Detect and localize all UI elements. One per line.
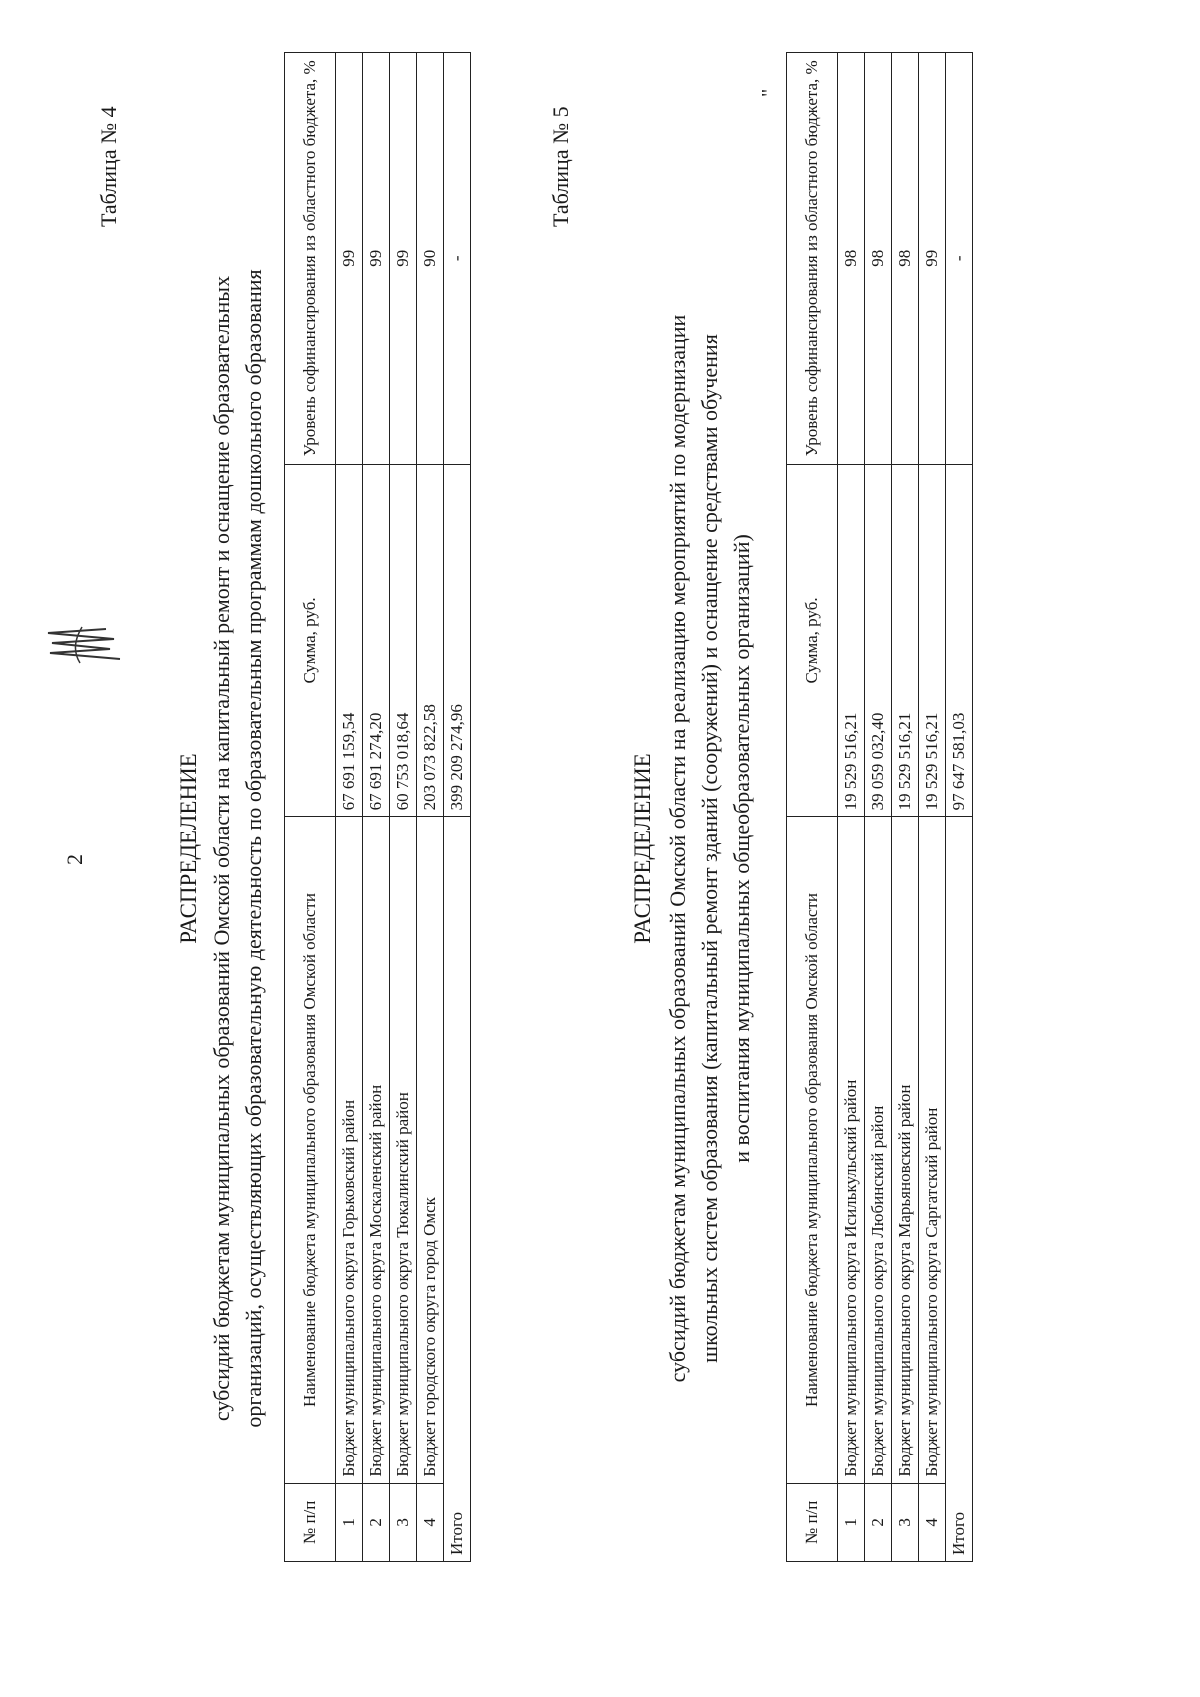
table-row <box>336 53 363 1562</box>
col-header-sum: Сумма, руб. <box>787 464 838 817</box>
cell-sum: 67 691 274,20 <box>363 464 390 817</box>
total-level: - <box>444 53 471 465</box>
cell-num: 2 <box>865 1483 892 1561</box>
cell-name: Бюджет муниципального округа Исилькульский район <box>838 817 865 1483</box>
table-row <box>838 53 865 1562</box>
total-level: - <box>946 53 973 465</box>
table4 <box>284 52 471 1562</box>
cell-name: Бюджет муниципального округа Москаленский район <box>363 817 390 1483</box>
table4-subtitle <box>206 0 270 1697</box>
cell-level: 99 <box>919 53 946 465</box>
cell-name: Бюджет муниципального округа Саргатский район <box>919 817 946 1483</box>
cell-name: Бюджет муниципального округа Тюкалинский район <box>390 817 417 1483</box>
cell-level: 98 <box>892 53 919 465</box>
signature-mark <box>40 623 130 667</box>
page-number: 2 <box>62 854 87 865</box>
cell-num: 2 <box>363 1483 390 1561</box>
cell-sum: 19 529 516,21 <box>919 464 946 817</box>
table5-header-row <box>787 53 838 1562</box>
table5-subtitle-line: субсидий бюджетам муниципальных образований Омской области на реализацию мероприятий по модернизации <box>665 314 690 1383</box>
table5-subtitle-line: школьных систем образования (капитальный ремонт зданий (сооружений) и оснащение средствами обучения <box>697 334 722 1363</box>
cell-sum: 39 059 032,40 <box>865 464 892 817</box>
col-header-name: Наименование бюджета муниципального образования Омской области <box>285 817 336 1483</box>
cell-num: 1 <box>838 1483 865 1561</box>
table-row <box>892 53 919 1562</box>
table5 <box>786 52 973 1562</box>
table4-subtitle-line: организаций, осуществляющих образовательную деятельность по образовательным программам дошкольного образования <box>241 269 266 1428</box>
total-sum: 399 209 274,96 <box>444 464 471 817</box>
cell-sum: 203 073 822,58 <box>417 464 444 817</box>
col-header-level: Уровень софинансирования из областного бюджета, % <box>787 53 838 465</box>
table4-heading: РАСПРЕДЕЛЕНИЕ <box>176 753 201 944</box>
table4-subtitle-line: субсидий бюджетам муниципальных образований Омской области на капитальный ремонт и оснащение образовательных <box>209 275 234 1422</box>
total-label: Итого <box>444 817 471 1562</box>
cell-name: Бюджет муниципального округа Марьяновский район <box>892 817 919 1483</box>
cell-sum: 19 529 516,21 <box>892 464 919 817</box>
cell-level: 99 <box>336 53 363 465</box>
table-row <box>417 53 444 1562</box>
cell-name: Бюджет муниципального округа Горьковский район <box>336 817 363 1483</box>
table5-label: Таблица № 5 <box>548 106 573 227</box>
total-label: Итого <box>946 817 973 1562</box>
table4-header-row <box>285 53 336 1562</box>
table5-subtitle-line: и воспитания муниципальных общеобразовательных организаций) <box>729 534 754 1163</box>
cell-num: 4 <box>417 1483 444 1561</box>
table-row <box>363 53 390 1562</box>
cell-num: 4 <box>919 1483 946 1561</box>
cell-sum: 19 529 516,21 <box>838 464 865 817</box>
table-row <box>919 53 946 1562</box>
table-row <box>390 53 417 1562</box>
total-sum: 97 647 581,03 <box>946 464 973 817</box>
closing-quote: " <box>758 88 780 97</box>
table5-total-row <box>946 53 973 1562</box>
table5-heading: РАСПРЕДЕЛЕНИЕ <box>630 753 655 944</box>
table4-label: Таблица № 4 <box>96 106 121 227</box>
col-header-num: № п/п <box>787 1483 838 1561</box>
col-header-name: Наименование бюджета муниципального образования Омской области <box>787 817 838 1483</box>
cell-level: 98 <box>865 53 892 465</box>
col-header-num: № п/п <box>285 1483 336 1561</box>
table5-subtitle <box>662 0 758 1697</box>
cell-name: Бюджет городского округа город Омск <box>417 817 444 1483</box>
cell-level: 98 <box>838 53 865 465</box>
col-header-level: Уровень софинансирования из областного бюджета, % <box>285 53 336 465</box>
cell-num: 3 <box>892 1483 919 1561</box>
table4-total-row <box>444 53 471 1562</box>
cell-name: Бюджет муниципального округа Любинский район <box>865 817 892 1483</box>
cell-num: 1 <box>336 1483 363 1561</box>
cell-sum: 67 691 159,54 <box>336 464 363 817</box>
cell-sum: 60 753 018,64 <box>390 464 417 817</box>
cell-level: 99 <box>390 53 417 465</box>
col-header-sum: Сумма, руб. <box>285 464 336 817</box>
cell-level: 99 <box>363 53 390 465</box>
cell-level: 90 <box>417 53 444 465</box>
table-row <box>865 53 892 1562</box>
cell-num: 3 <box>390 1483 417 1561</box>
